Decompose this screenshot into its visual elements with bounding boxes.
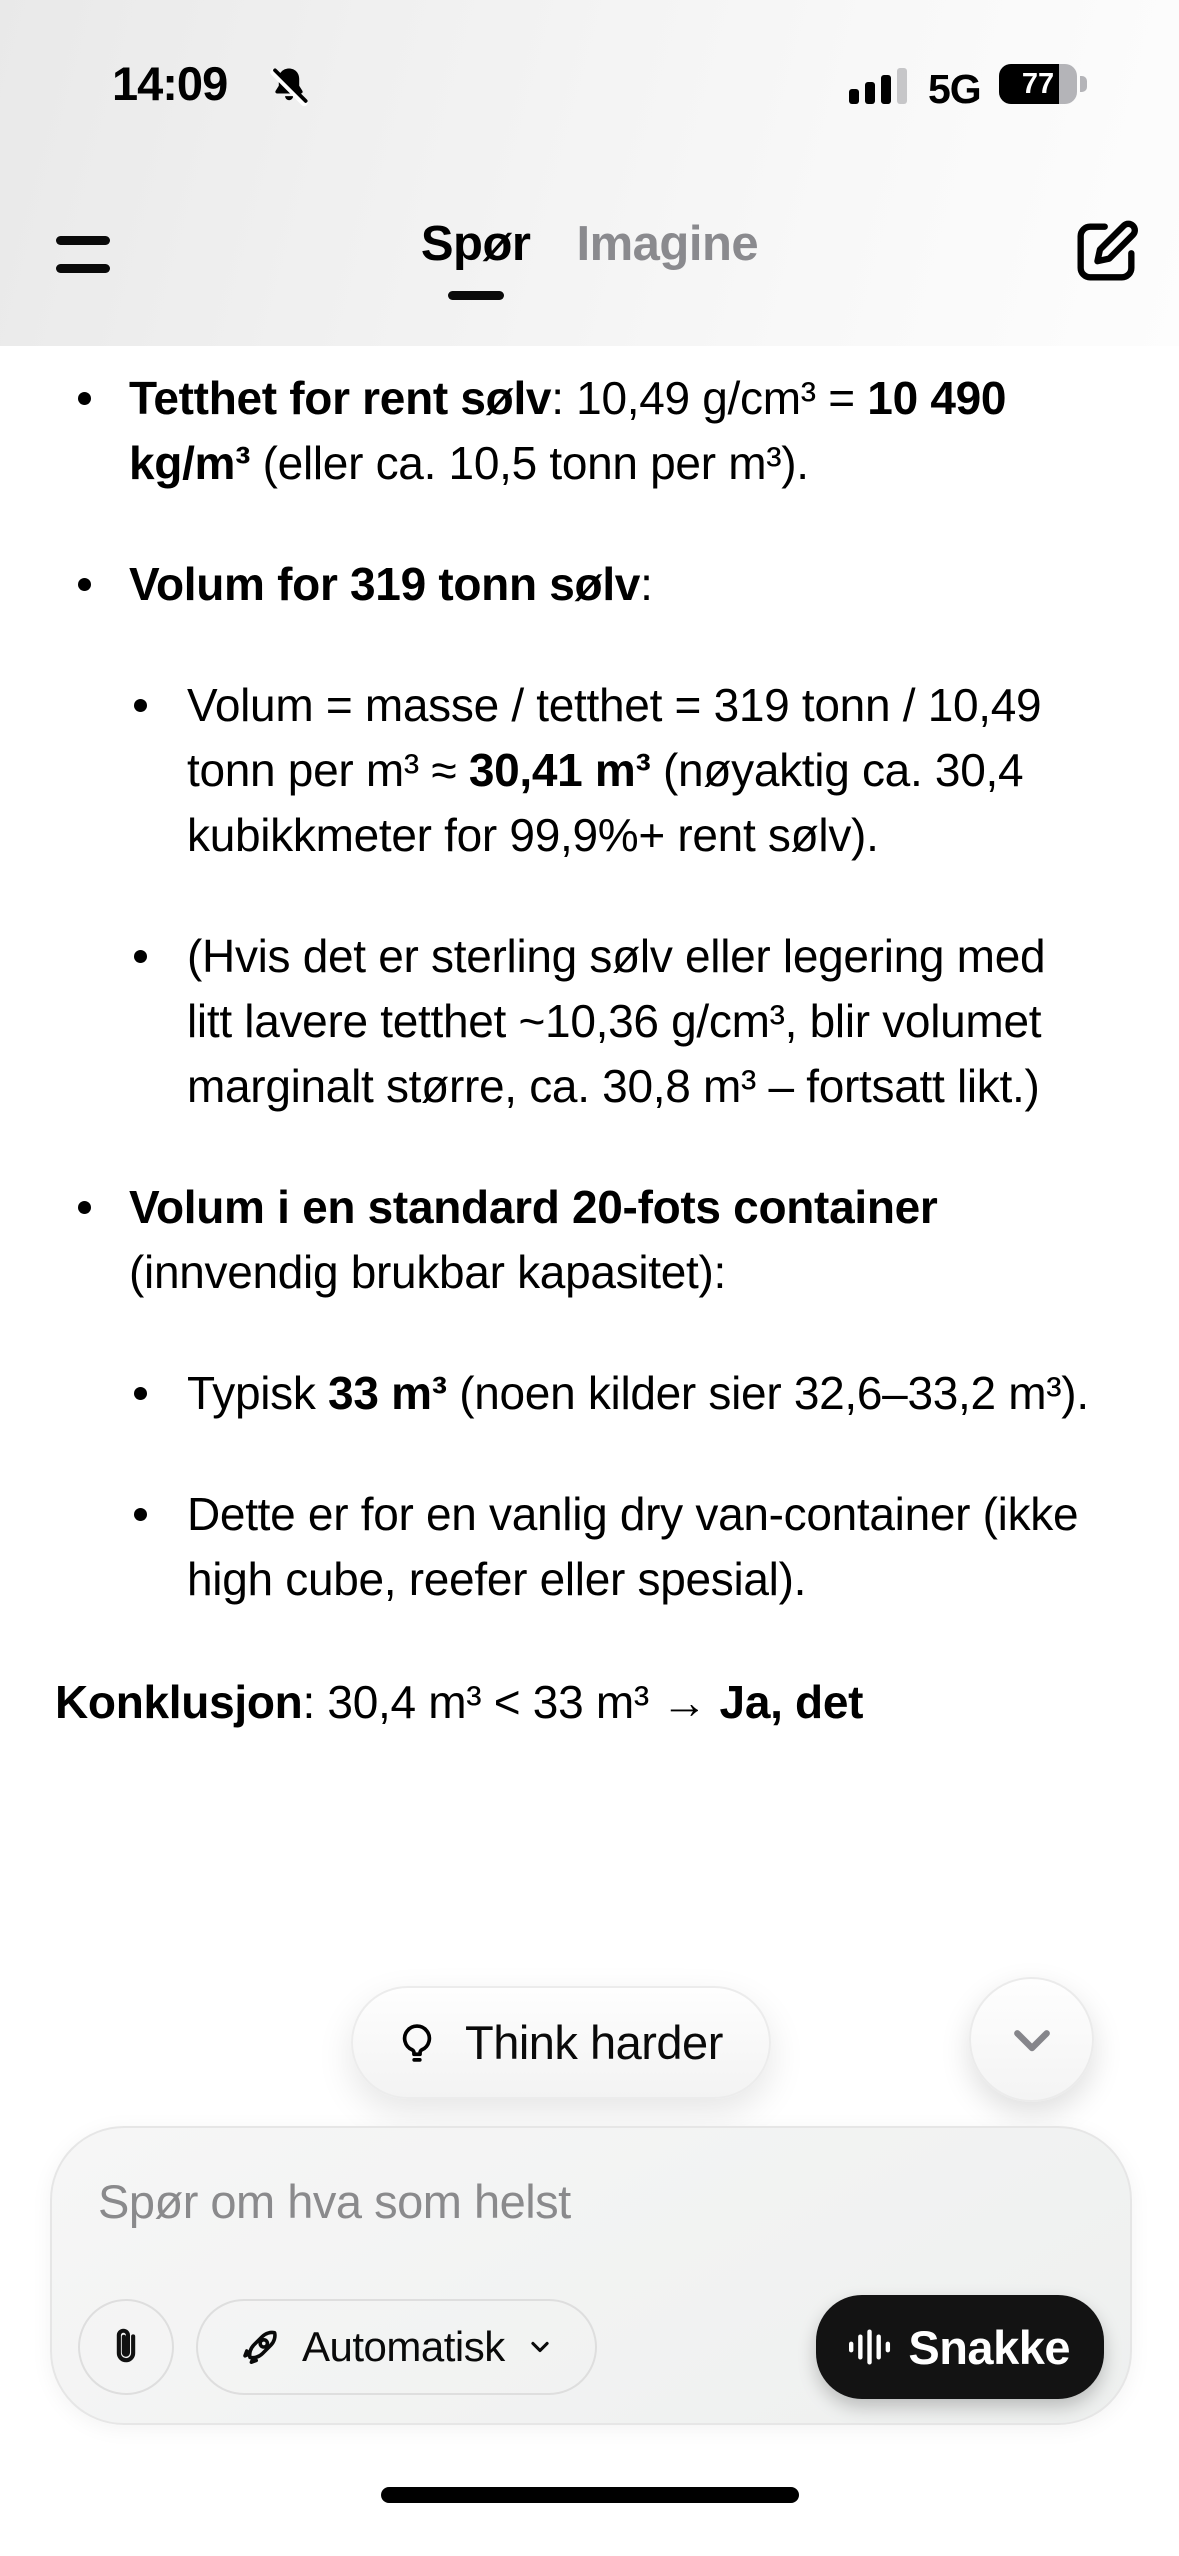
signal-bars-icon: [849, 66, 911, 104]
chevron-down-icon: [1000, 2008, 1064, 2072]
text-segment: Volum i en standard 20-fots container: [129, 1181, 938, 1233]
think-harder-button[interactable]: [351, 1986, 771, 2099]
chevron-down-small-icon: [523, 2330, 557, 2364]
bullet-dot: [78, 1201, 91, 1214]
bullet-item: [38, 552, 1141, 617]
battery-percent: 77: [1021, 67, 1055, 100]
bullet-text: [187, 1361, 1089, 1426]
tab-imagine[interactable]: Imagine: [576, 217, 759, 271]
text-segment: (Hvis det er sterling sølv eller legering med litt lavere tetthet ~10,36 g/cm³, blir volumet marginalt større, ca. 30,8 m³ – fortsatt likt.): [187, 930, 1046, 1112]
home-indicator[interactable]: [381, 2487, 799, 2503]
text-segment: : 30,4 m³ < 33 m³ →: [302, 1676, 720, 1728]
voice-mode-button[interactable]: [816, 2295, 1104, 2399]
bullet-item: [38, 924, 1141, 1119]
tab-ask[interactable]: Spør: [420, 217, 531, 271]
text-segment: (nøyaktig ca. 30,4 kubikkmeter for 99,9%+ rent sølv).: [187, 744, 1024, 861]
message-list: [38, 366, 1141, 1612]
text-segment: Volum = masse / tetthet = 319 tonn / 10,49 tonn per m³ ≈: [187, 679, 1042, 796]
model-selector-label: Automatisk: [302, 2323, 505, 2370]
text-segment: : 10,49 g/cm³ =: [551, 372, 868, 424]
waveform-icon: [844, 2322, 894, 2372]
scroll-to-bottom-button[interactable]: [969, 1977, 1094, 2102]
status-time: 14:09: [112, 57, 228, 110]
text-segment: Volum for 319 tonn sølv: [129, 558, 641, 610]
bullet-text: [187, 1482, 1099, 1612]
text-segment: 30,41 m³: [468, 744, 651, 796]
text-segment: Tetthet for rent sølv: [129, 372, 552, 424]
bell-slash-icon: [264, 62, 314, 112]
battery-icon: [999, 64, 1077, 104]
bullet-dot: [134, 1387, 147, 1400]
bullet-dot: [78, 392, 91, 405]
text-segment: (eller ca. 10,5 tonn per m³).: [250, 437, 809, 489]
text-segment: 10 490 kg/m³: [129, 372, 1007, 489]
prompt-placeholder: Spør om hva som helst: [98, 2175, 571, 2228]
text-segment: Konklusjon: [55, 1676, 303, 1728]
bullet-dot: [78, 578, 91, 591]
text-segment: 33 m³: [328, 1367, 447, 1419]
think-harder-label: Think harder: [465, 2016, 723, 2069]
bullet-text: [129, 552, 653, 617]
header-tabs: [0, 216, 1179, 272]
bullet-item: [38, 366, 1141, 496]
text-segment: (innvendig brukbar kapasitet):: [129, 1246, 726, 1298]
lightbulb-icon: [391, 2017, 443, 2069]
text-segment: Typisk: [187, 1367, 329, 1419]
bullet-text: [129, 366, 1129, 496]
bullet-item: [38, 1175, 1141, 1305]
composer-card: [50, 2126, 1132, 2425]
text-segment: Ja, det: [719, 1676, 864, 1728]
paperclip-icon: [100, 2321, 152, 2373]
bullet-dot: [134, 950, 147, 963]
text-segment: Dette er for en vanlig dry van-container (ikke high cube, reefer eller spesial).: [187, 1488, 1079, 1605]
bullet-item: [38, 1482, 1141, 1612]
voice-mode-label: Snakke: [908, 2320, 1070, 2374]
model-selector-button[interactable]: [196, 2299, 597, 2395]
conclusion-line: [55, 1670, 1141, 1735]
battery-cap: [1080, 76, 1087, 92]
network-type: 5G: [928, 66, 981, 112]
bullet-dot: [134, 1508, 147, 1521]
bullet-item: [38, 1361, 1141, 1426]
bullet-item: [38, 673, 1141, 868]
rocket-icon: [236, 2323, 284, 2371]
top-bar-background: [0, 0, 1179, 346]
bullet-text: [187, 673, 1099, 868]
bullet-text: [129, 1175, 1129, 1305]
bullet-dot: [134, 699, 147, 712]
assistant-message: [0, 346, 1179, 1735]
text-segment: (noen kilder sier 32,6–33,2 m³).: [446, 1367, 1089, 1419]
attach-button[interactable]: [78, 2299, 174, 2395]
new-chat-button[interactable]: [1068, 214, 1144, 290]
bullet-text: [187, 924, 1099, 1119]
composer-controls: [78, 2297, 1104, 2397]
text-segment: :: [640, 558, 653, 610]
